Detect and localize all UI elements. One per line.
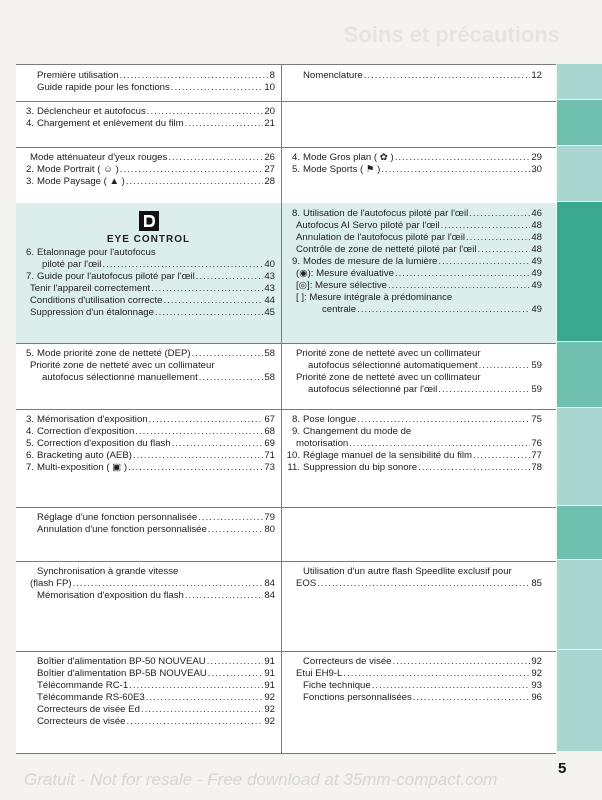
toc-entry bbox=[282, 256, 556, 268]
footer-watermark: Gratuit - Not for resale - Free download at 35mm-compact.com bbox=[24, 770, 498, 789]
toc-entry-page: 91 bbox=[264, 668, 275, 679]
toc-entry-leader bbox=[395, 152, 531, 164]
toc-entry bbox=[282, 348, 556, 360]
toc-entry-page: 92 bbox=[264, 716, 275, 727]
toc-entry-label: Mode atténuateur d'yeux rouges bbox=[30, 152, 168, 163]
toc-entry-page: 69 bbox=[264, 438, 275, 449]
toc-entry bbox=[282, 414, 556, 426]
toc-entry-leader bbox=[171, 82, 264, 94]
toc-entry-page: 67 bbox=[264, 414, 275, 425]
toc-entry-page: 84 bbox=[264, 578, 275, 589]
toc-entry bbox=[16, 271, 281, 283]
toc-entry-page: 92 bbox=[264, 704, 275, 715]
toc-section bbox=[16, 101, 556, 148]
toc-entry bbox=[16, 656, 281, 668]
toc-entry-leader bbox=[185, 118, 264, 130]
toc-entry-label: Mode Gros plan ( ✿ ) bbox=[303, 152, 394, 163]
toc-entry-page: 58 bbox=[264, 372, 275, 383]
toc-entry-label: Télécommande RS-60E3 bbox=[37, 692, 145, 703]
toc-entry-leader bbox=[141, 704, 263, 716]
toc-entry-page: 28 bbox=[264, 176, 275, 187]
toc-entry-label: Synchronisation à grande vitesse bbox=[37, 566, 179, 577]
toc-entry-leader bbox=[133, 450, 263, 462]
toc-entry-label: Bracketing auto (AEB) bbox=[37, 450, 132, 461]
toc-entry bbox=[16, 680, 281, 692]
toc-entry-page: 49 bbox=[531, 304, 542, 315]
toc-entry bbox=[16, 307, 281, 319]
toc-right-column bbox=[282, 65, 556, 101]
section-tab bbox=[557, 506, 602, 559]
toc-entry-page: 92 bbox=[264, 692, 275, 703]
toc-entry-leader bbox=[126, 176, 263, 188]
toc-entry bbox=[16, 462, 281, 474]
toc-entry-label: Réglage manuel de la sensibilité du film bbox=[303, 450, 473, 461]
toc-entry bbox=[282, 360, 556, 372]
toc-left-column bbox=[16, 203, 282, 343]
toc-entry-label: (flash FP) bbox=[30, 578, 72, 589]
section-tab bbox=[557, 342, 602, 407]
toc-entry-label: piloté par l'œil bbox=[42, 259, 102, 270]
toc-entry bbox=[16, 70, 281, 82]
page-number: 5 bbox=[558, 760, 567, 777]
toc-entry-page: 85 bbox=[531, 578, 542, 589]
toc-entry-leader bbox=[466, 232, 530, 244]
toc-entry-label: autofocus sélectionné par l'œil bbox=[308, 384, 438, 395]
toc-entry bbox=[282, 220, 556, 232]
toc-entry bbox=[16, 704, 281, 716]
toc-entry-label: autofocus sélectionné automatiquement bbox=[308, 360, 478, 371]
toc-entry-label: Boîtier d'alimentation BP-5B NOUVEAU bbox=[37, 668, 207, 679]
toc-entry-label: autofocus sélectionné manuellement bbox=[42, 372, 198, 383]
toc-entry-label: Pose longue bbox=[303, 414, 357, 425]
toc-entry bbox=[16, 118, 281, 130]
toc-entry bbox=[282, 438, 556, 450]
toc-entry-label: Correcteurs de visée bbox=[37, 716, 126, 727]
toc-entry-label: EOS bbox=[296, 578, 317, 589]
section-tab bbox=[557, 650, 602, 751]
toc-entry bbox=[282, 384, 556, 396]
toc-entry bbox=[16, 259, 281, 271]
toc-entry-leader bbox=[147, 106, 264, 118]
toc-entry-label: Priorité zone de netteté avec un collimateur bbox=[296, 372, 481, 383]
toc-entry-leader bbox=[438, 256, 530, 268]
toc-entry-leader bbox=[473, 450, 530, 462]
eye-control-label: EYE CONTROL bbox=[106, 234, 191, 245]
toc-entry-page: 10 bbox=[264, 82, 275, 93]
toc-entry-number: 8. bbox=[291, 208, 300, 219]
toc-entry bbox=[16, 716, 281, 728]
toc-entry-label: Déclencheur et autofocus bbox=[37, 106, 146, 117]
toc-entry-leader bbox=[120, 164, 264, 176]
toc-entry-number: 11. bbox=[287, 462, 300, 473]
toc-entry-label: Guide rapide pour les fonctions bbox=[37, 82, 170, 93]
toc-entry bbox=[282, 268, 556, 280]
toc-entry-page: 68 bbox=[264, 426, 275, 437]
toc-entry-leader bbox=[418, 462, 530, 474]
toc-entry-number: 3. bbox=[25, 414, 34, 425]
toc-entry-label: Autofocus AI Servo piloté par l'œil bbox=[296, 220, 440, 231]
toc-entry-label: Suppression du bip sonore bbox=[303, 462, 418, 473]
toc-entry-leader bbox=[149, 414, 264, 426]
toc-entry bbox=[282, 566, 556, 578]
toc-entry-label: Mémorisation d'exposition bbox=[37, 414, 148, 425]
toc-entry-number: 4. bbox=[291, 152, 300, 163]
toc-entry-label: Annulation de l'autofocus piloté par l'œil bbox=[296, 232, 465, 243]
toc-right-column bbox=[282, 651, 556, 753]
toc-entry-leader bbox=[317, 578, 530, 590]
toc-entry-page: 21 bbox=[264, 118, 275, 129]
toc-left-column bbox=[16, 65, 282, 101]
toc-entry-label: Changement du mode de bbox=[303, 426, 412, 437]
toc-entry bbox=[282, 426, 556, 438]
toc-entry bbox=[282, 656, 556, 668]
toc-entry-page: 49 bbox=[531, 256, 542, 267]
toc-entry-leader bbox=[208, 668, 264, 680]
toc-entry-leader bbox=[198, 512, 263, 524]
toc-entry-page: 80 bbox=[264, 524, 275, 535]
toc-entry-page: 49 bbox=[531, 268, 542, 279]
toc-entry-number: 6. bbox=[25, 450, 34, 461]
toc-entry-label: Mémorisation d'exposition du flash bbox=[37, 590, 184, 601]
toc-entry-number: 9. bbox=[291, 426, 300, 437]
toc-entry-label: Mode priorité zone de netteté (DEP) bbox=[37, 348, 191, 359]
toc-entry-page: 49 bbox=[531, 280, 542, 291]
toc-entry-page: 8 bbox=[269, 70, 275, 81]
toc-entry-page: 58 bbox=[264, 348, 275, 359]
toc-entry-label: Etui EH9-L bbox=[296, 668, 343, 679]
toc-entry-number: 4. bbox=[25, 118, 34, 129]
toc-entry-leader bbox=[155, 307, 263, 319]
toc-entry-leader bbox=[135, 426, 263, 438]
toc-entry-page: 71 bbox=[264, 450, 275, 461]
section-tabs bbox=[557, 64, 602, 752]
section-tab bbox=[557, 560, 602, 649]
toc-entry-leader bbox=[151, 283, 263, 295]
toc-entry-page: 84 bbox=[264, 590, 275, 601]
section-tab bbox=[557, 100, 602, 145]
toc-entry-label: Boîtier d'alimentation BP-50 NOUVEAU bbox=[37, 656, 206, 667]
toc-entry-label: centrale bbox=[322, 304, 357, 315]
toc-entry-number: 2. bbox=[25, 164, 34, 175]
toc-entry-page: 77 bbox=[531, 450, 542, 461]
toc-entry-number: 6. bbox=[25, 247, 34, 258]
toc-entry-leader bbox=[395, 268, 530, 280]
toc-entry-leader bbox=[128, 462, 263, 474]
toc-entry-leader bbox=[185, 590, 263, 602]
toc-entry-leader bbox=[146, 692, 264, 704]
toc-entry-page: 59 bbox=[531, 384, 542, 395]
toc-entry bbox=[282, 292, 556, 304]
toc-entry-page: 43 bbox=[264, 271, 275, 282]
section-tab bbox=[557, 146, 602, 201]
toc-entry-label: Multi-exposition ( ▣ ) bbox=[37, 462, 128, 473]
toc-entry-number: 7. bbox=[25, 271, 34, 282]
toc-entry-label: (◉): Mesure évaluative bbox=[296, 268, 394, 279]
section-tab bbox=[557, 202, 602, 341]
toc-entry-number: 9. bbox=[291, 256, 300, 267]
toc-entry-leader bbox=[163, 295, 263, 307]
toc-entry bbox=[16, 360, 281, 372]
toc-entry bbox=[16, 450, 281, 462]
toc-entry-leader bbox=[364, 70, 531, 82]
toc-entry-leader bbox=[102, 259, 263, 271]
toc-entry bbox=[16, 372, 281, 384]
toc-entry-page: 30 bbox=[531, 164, 542, 175]
toc-entry-label: Etalonnage pour l'autofocus bbox=[37, 247, 156, 258]
toc-entry-label: Conditions d'utilisation correcte bbox=[30, 295, 163, 306]
toc-entry-page: 76 bbox=[531, 438, 542, 449]
toc-entry bbox=[16, 578, 281, 590]
toc-entry bbox=[16, 426, 281, 438]
toc-right-column bbox=[282, 343, 556, 409]
toc-entry bbox=[282, 164, 556, 176]
toc-entry bbox=[282, 208, 556, 220]
toc-right-column bbox=[282, 409, 556, 507]
toc-entry-label: Mode Sports ( ⚑ ) bbox=[303, 164, 381, 175]
toc-entry-page: 93 bbox=[531, 680, 542, 691]
toc-entry bbox=[16, 106, 281, 118]
toc-entry-page: 43 bbox=[264, 283, 275, 294]
toc-section bbox=[16, 147, 556, 204]
toc-entry-leader bbox=[438, 384, 530, 396]
toc-entry-leader bbox=[381, 164, 530, 176]
toc-right-column bbox=[282, 507, 556, 561]
toc-entry-page: 12 bbox=[531, 70, 542, 81]
toc-entry bbox=[16, 247, 281, 259]
toc-entry bbox=[16, 438, 281, 450]
toc-left-column bbox=[16, 101, 282, 147]
toc-entry-label: Télécommande RC-1 bbox=[37, 680, 129, 691]
toc-entry bbox=[16, 692, 281, 704]
toc-entry-label: Contrôle de zone de netteté piloté par l'œil bbox=[296, 244, 477, 255]
toc-entry-label: Fonctions personnalisées bbox=[303, 692, 412, 703]
toc-entry bbox=[282, 462, 556, 474]
toc-entry-page: 29 bbox=[531, 152, 542, 163]
eye-control-icon bbox=[138, 210, 160, 232]
toc-entry-page: 45 bbox=[264, 307, 275, 318]
toc-entry-page: 79 bbox=[264, 512, 275, 523]
toc-right-column bbox=[282, 203, 556, 343]
toc-left-column bbox=[16, 561, 282, 651]
toc-entry bbox=[282, 450, 556, 462]
toc-entry bbox=[16, 82, 281, 94]
toc-entry-page: 92 bbox=[531, 668, 542, 679]
toc-entry bbox=[282, 70, 556, 82]
toc-right-column bbox=[282, 147, 556, 203]
toc-entry bbox=[16, 152, 281, 164]
toc-entry-leader bbox=[127, 716, 264, 728]
toc-entry-label: motorisation bbox=[296, 438, 349, 449]
toc-entry-leader bbox=[208, 524, 263, 536]
section-tab bbox=[557, 64, 602, 99]
toc-entry-number: 8. bbox=[291, 414, 300, 425]
toc-entry bbox=[282, 280, 556, 292]
toc-entry-page: 44 bbox=[264, 295, 275, 306]
toc-section bbox=[16, 507, 556, 562]
toc-entry-number: 10. bbox=[286, 450, 300, 461]
toc-entry-leader bbox=[172, 438, 264, 450]
toc-entry-label: Guide pour l'autofocus piloté par l'œil bbox=[37, 271, 195, 282]
toc-section bbox=[16, 65, 556, 102]
toc-entry bbox=[16, 566, 281, 578]
toc-entry bbox=[16, 283, 281, 295]
toc-entry-label: Nomenclature bbox=[303, 70, 363, 81]
toc-entry-leader bbox=[343, 668, 530, 680]
toc-entry-leader bbox=[192, 348, 264, 360]
toc-entry bbox=[16, 668, 281, 680]
toc-entry-page: 48 bbox=[531, 232, 542, 243]
toc-entry-leader bbox=[388, 280, 530, 292]
toc-entry-page: 73 bbox=[264, 462, 275, 473]
toc-entry-leader bbox=[207, 656, 264, 668]
toc-entry bbox=[16, 512, 281, 524]
toc-entry-number: 4. bbox=[25, 426, 34, 437]
toc-entry-page: 91 bbox=[264, 656, 275, 667]
toc-entry-page: 26 bbox=[264, 152, 275, 163]
toc-entry-leader bbox=[372, 680, 531, 692]
background-ghost-title: Soins et précautions bbox=[343, 22, 560, 47]
toc-entry-leader bbox=[469, 208, 530, 220]
toc-entry-leader bbox=[349, 438, 530, 450]
table-of-contents bbox=[16, 64, 556, 753]
toc-entry-page: 20 bbox=[264, 106, 275, 117]
toc-entry-label: Utilisation de l'autofocus piloté par l'œil bbox=[303, 208, 469, 219]
toc-entry-label: Mode Paysage ( ▲ ) bbox=[37, 176, 125, 187]
toc-entry bbox=[282, 152, 556, 164]
toc-entry-label: Priorité zone de netteté avec un collimateur bbox=[30, 360, 215, 371]
toc-entry bbox=[16, 295, 281, 307]
toc-entry bbox=[282, 304, 556, 316]
toc-right-column bbox=[282, 561, 556, 651]
eye-control-logo bbox=[16, 208, 281, 247]
toc-entry bbox=[282, 668, 556, 680]
toc-entry bbox=[16, 176, 281, 188]
toc-entry-label: Suppression d'un étalonnage bbox=[30, 307, 154, 318]
toc-entry-page: 75 bbox=[531, 414, 542, 425]
toc-entry bbox=[282, 372, 556, 384]
toc-entry-number: 3. bbox=[25, 176, 34, 187]
toc-entry-leader bbox=[393, 656, 531, 668]
toc-entry-page: 96 bbox=[531, 692, 542, 703]
toc-entry-label: Utilisation d'un autre flash Speedlite exclusif pour bbox=[303, 566, 512, 577]
toc-entry-label: Chargement et enlèvement du film bbox=[37, 118, 184, 129]
toc-entry bbox=[16, 590, 281, 602]
toc-entry-page: 59 bbox=[531, 360, 542, 371]
toc-entry-number: 5. bbox=[291, 164, 300, 175]
toc-entry-leader bbox=[479, 360, 531, 372]
toc-right-column bbox=[282, 101, 556, 147]
toc-entry bbox=[16, 414, 281, 426]
toc-entry bbox=[282, 232, 556, 244]
toc-entry-leader bbox=[413, 692, 531, 704]
toc-entry-page: 40 bbox=[264, 259, 275, 270]
toc-section bbox=[16, 651, 556, 754]
toc-entry-page: 48 bbox=[531, 244, 542, 255]
toc-entry-leader bbox=[129, 680, 263, 692]
toc-entry-page: 92 bbox=[531, 656, 542, 667]
toc-entry-leader bbox=[120, 70, 269, 82]
toc-entry bbox=[16, 164, 281, 176]
toc-entry-label: [ ]: Mesure intégrale à prédominance bbox=[296, 292, 453, 303]
toc-entry-leader bbox=[73, 578, 264, 590]
toc-entry bbox=[282, 692, 556, 704]
toc-entry-label: Tenir l'appareil correctement bbox=[30, 283, 151, 294]
toc-entry-page: 46 bbox=[531, 208, 542, 219]
toc-entry-page: 78 bbox=[531, 462, 542, 473]
toc-entry bbox=[16, 348, 281, 360]
toc-left-column bbox=[16, 507, 282, 561]
toc-left-column bbox=[16, 409, 282, 507]
toc-entry-page: 27 bbox=[264, 164, 275, 175]
toc-entry-label: [◎]: Mesure sélective bbox=[296, 280, 388, 291]
toc-entry-leader bbox=[196, 271, 264, 283]
toc-section bbox=[16, 343, 556, 410]
toc-left-column bbox=[16, 147, 282, 203]
toc-entry-label: Première utilisation bbox=[37, 70, 119, 81]
toc-entry-number: 5. bbox=[25, 438, 34, 449]
toc-entry-leader bbox=[357, 304, 530, 316]
toc-entry-page: 48 bbox=[531, 220, 542, 231]
toc-entry-label: Priorité zone de netteté avec un collimateur bbox=[296, 348, 481, 359]
toc-entry-label: Correction d'exposition bbox=[37, 426, 135, 437]
toc-left-column bbox=[16, 343, 282, 409]
toc-entry bbox=[282, 578, 556, 590]
toc-entry-label: Modes de mesure de la lumière bbox=[303, 256, 438, 267]
toc-left-column bbox=[16, 651, 282, 753]
toc-entry-leader bbox=[441, 220, 531, 232]
toc-section bbox=[16, 409, 556, 508]
toc-section bbox=[16, 561, 556, 652]
section-tab bbox=[557, 408, 602, 505]
toc-entry-label: Correction d'exposition du flash bbox=[37, 438, 171, 449]
toc-entry-leader bbox=[168, 152, 263, 164]
toc-entry-leader bbox=[357, 414, 530, 426]
toc-entry bbox=[16, 524, 281, 536]
toc-entry-label: Annulation d'une fonction personnalisée bbox=[37, 524, 207, 535]
toc-entry-number: 3. bbox=[25, 106, 34, 117]
toc-entry bbox=[282, 680, 556, 692]
toc-entry-page: 91 bbox=[264, 680, 275, 691]
toc-entry-number: 5. bbox=[25, 348, 34, 359]
toc-entry-label: Réglage d'une fonction personnalisée bbox=[37, 512, 198, 523]
toc-entry-leader bbox=[199, 372, 264, 384]
toc-entry-number: 7. bbox=[25, 462, 34, 473]
toc-section bbox=[16, 203, 556, 344]
toc-entry-label: Fiche technique bbox=[303, 680, 371, 691]
toc-entry-leader bbox=[478, 244, 531, 256]
toc-entry-label: Correcteurs de visée Ed bbox=[37, 704, 140, 715]
toc-entry-label: Correcteurs de visée bbox=[303, 656, 392, 667]
toc-entry-label: Mode Portrait ( ☺ ) bbox=[37, 164, 119, 175]
toc-entry bbox=[282, 244, 556, 256]
